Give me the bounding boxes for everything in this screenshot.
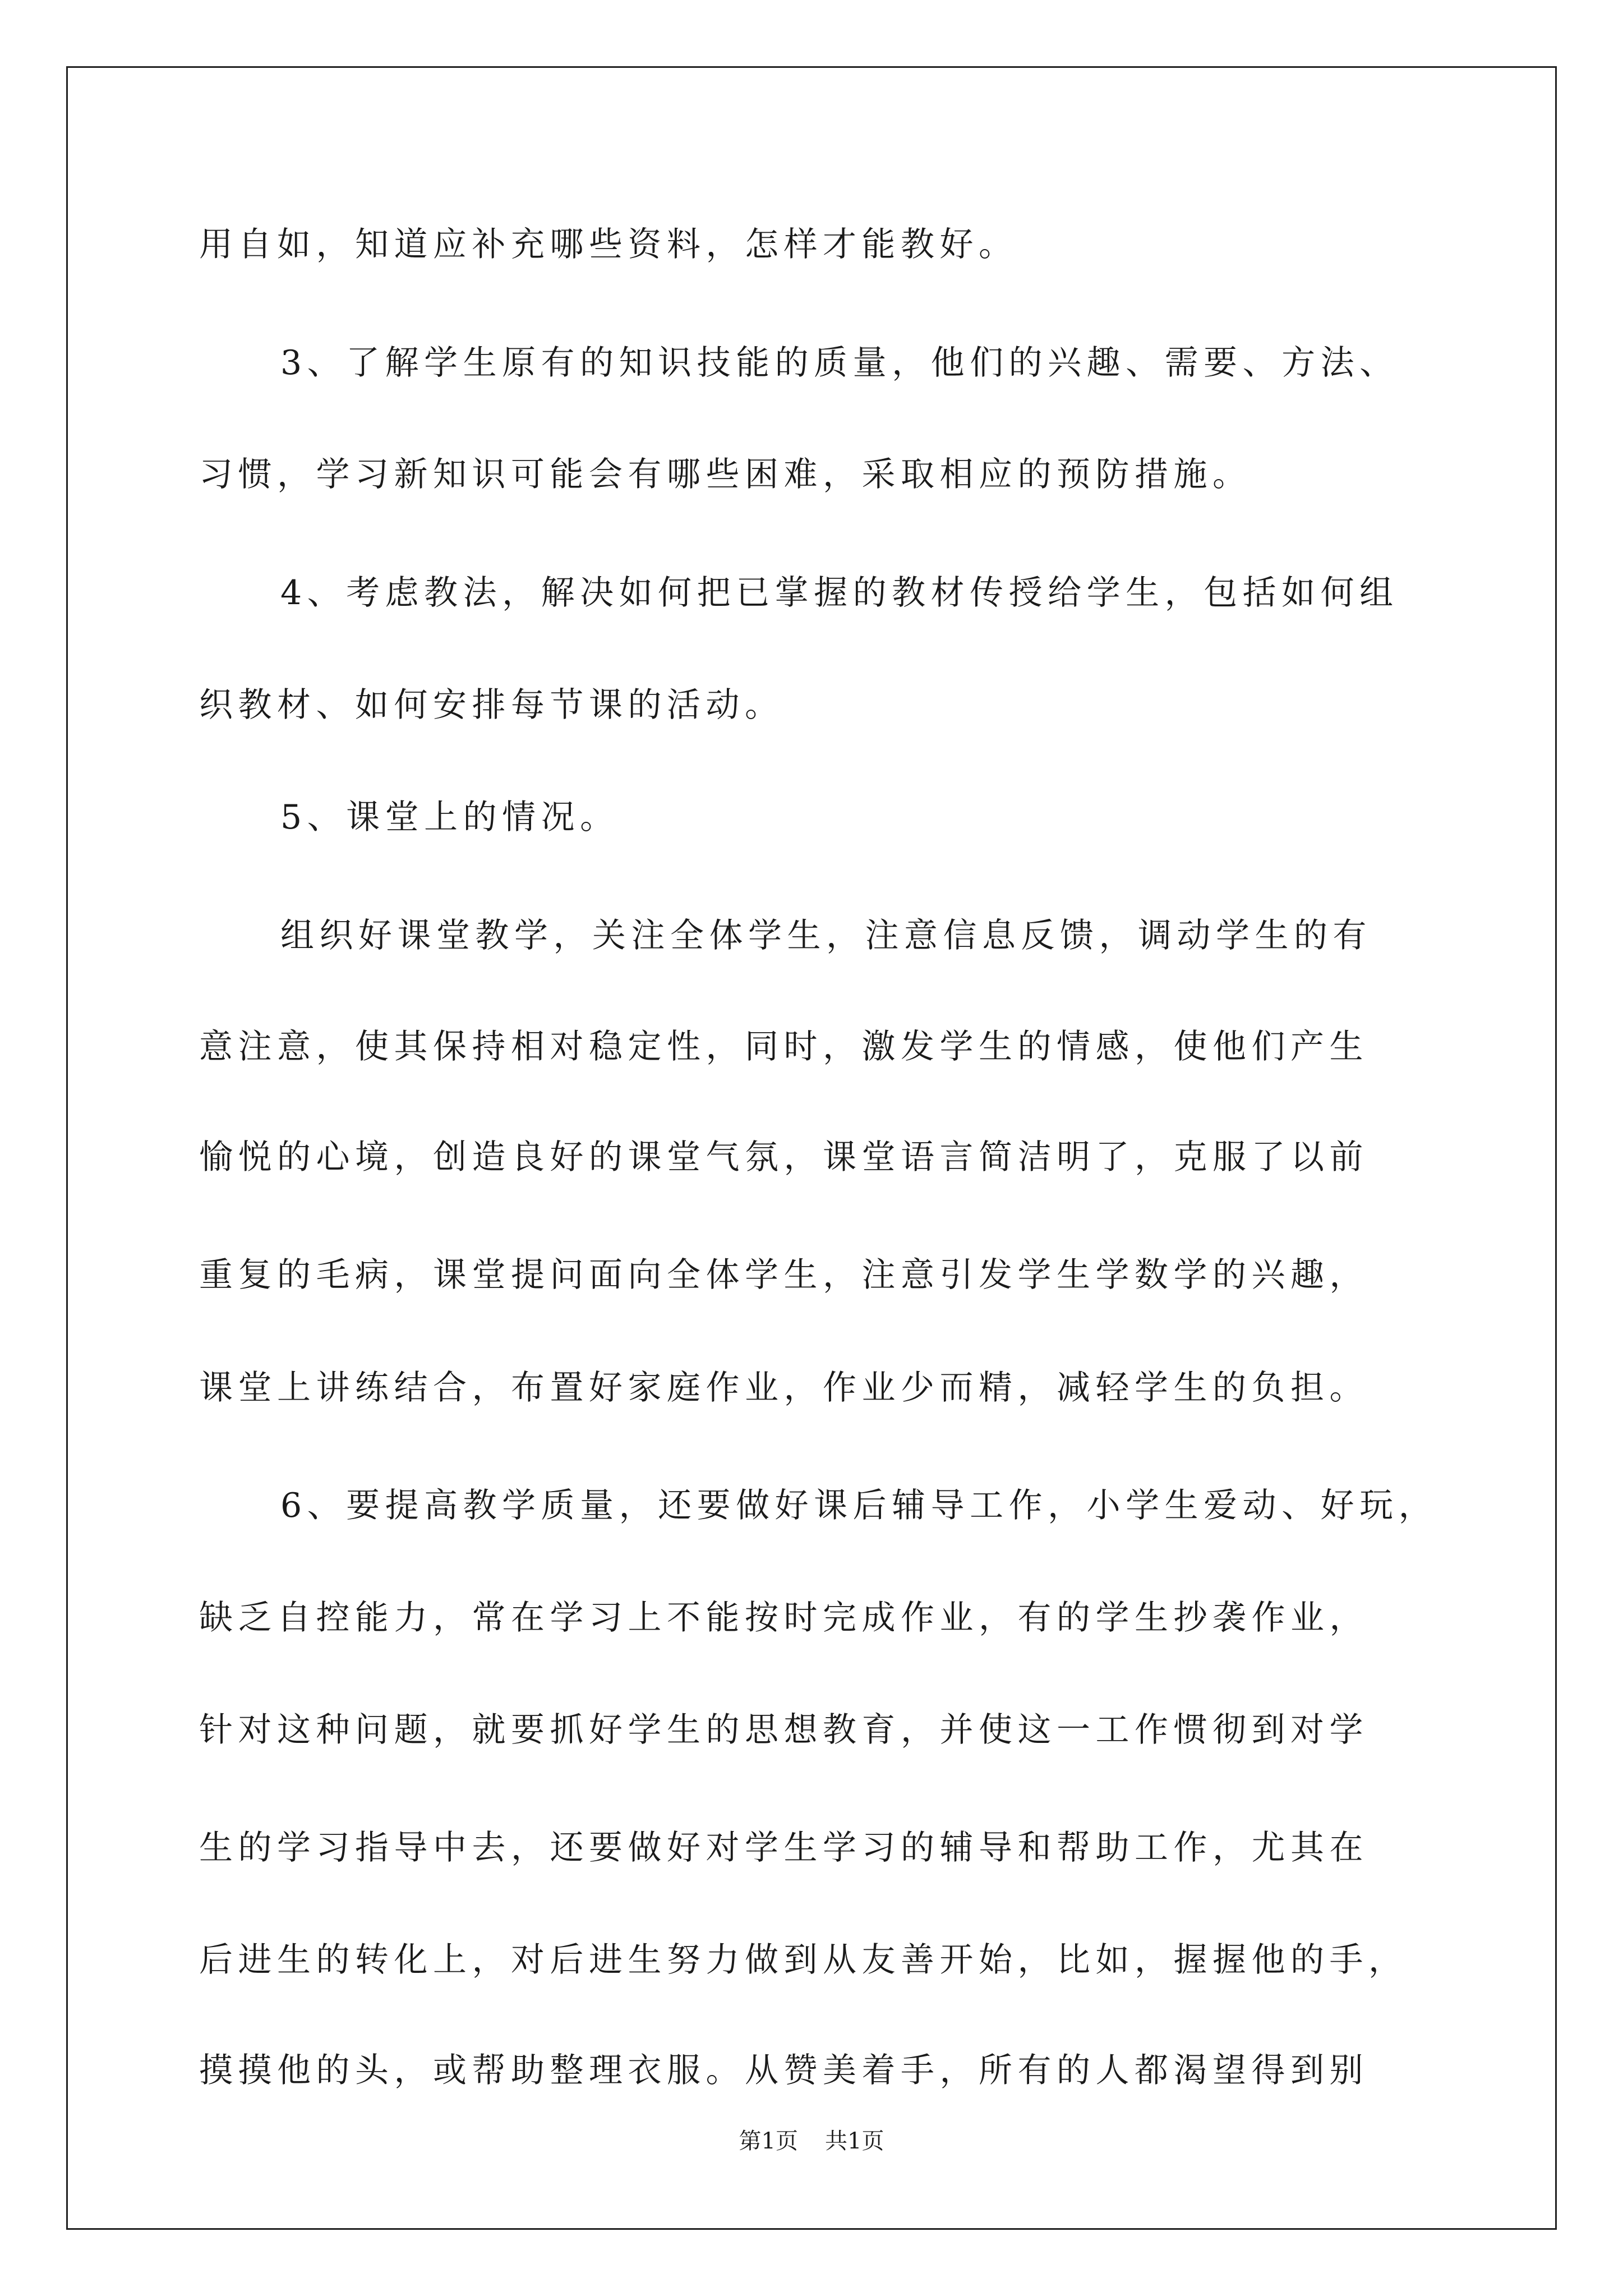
page-footer [0,2127,1623,2155]
text-line: 意注意，使其保持相对稳定性，同时，激发学生的情感，使他们产生 [199,1027,1368,1066]
text-line: 3、了解学生原有的知识技能的质量，他们的兴趣、需要、方法、 [280,343,1399,383]
text-line: 5、课堂上的情况。 [280,798,619,837]
text-line: 生的学习指导中去，还要做好对学生学习的辅导和帮助工作，尤其在 [199,1828,1368,1867]
text-line: 织教材、如何安排每节课的活动。 [199,685,784,725]
text-line: 课堂上讲练结合，布置好家庭作业，作业少而精，减轻学生的负担。 [199,1368,1368,1407]
text-line: 4、考虑教法，解决如何把已掌握的教材传授给学生，包括如何组 [280,573,1399,613]
text-line: 缺乏自控能力，常在学习上不能按时完成作业，有的学生抄袭作业， [199,1598,1368,1637]
text-line: 摸摸他的头，或帮助整理衣服。从赞美着手，所有的人都渴望得到别 [199,2051,1368,2090]
text-line: 针对这种问题，就要抓好学生的思想教育，并使这一工作惯彻到对学 [199,1710,1368,1750]
text-line: 习惯，学习新知识可能会有哪些困难，采取相应的预防措施。 [199,455,1252,494]
text-line: 愉悦的心境，创造良好的课堂气氛，课堂语言简洁明了，克服了以前 [199,1138,1368,1177]
text-line: 组织好课堂教学，关注全体学生，注意信息反馈，调动学生的有 [280,916,1372,955]
text-line: 用自如，知道应补充哪些资料，怎样才能教好。 [199,225,1018,264]
text-line: 6、要提高教学质量，还要做好课后辅导工作，小学生爱动、好玩， [280,1486,1438,1525]
text-line: 重复的毛病，课堂提问面向全体学生，注意引发学生学数学的兴趣， [199,1255,1368,1295]
page-number: 第1页 [739,2128,798,2154]
text-line: 后进生的转化上，对后进生努力做到从友善开始，比如，握握他的手， [199,1940,1408,1980]
page-total: 共1页 [825,2128,884,2154]
